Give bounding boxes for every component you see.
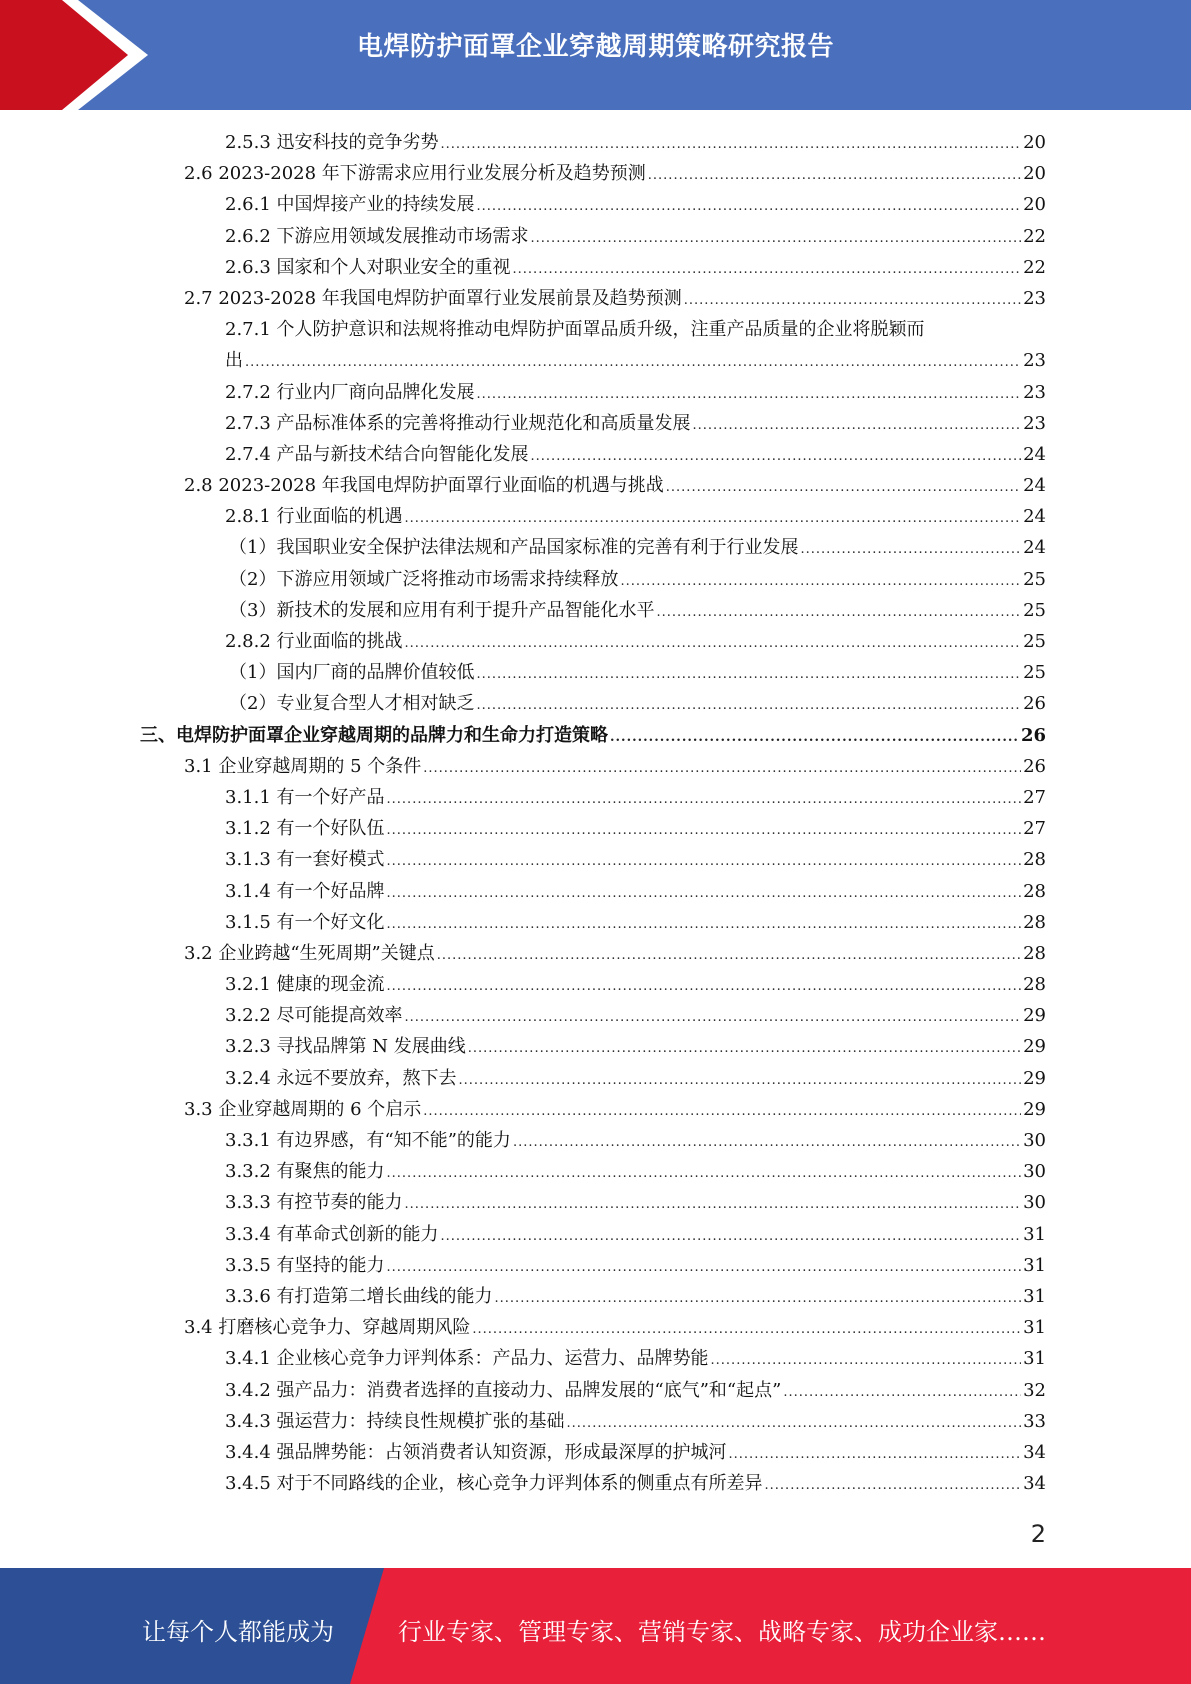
toc-entry-title: 2.7.3 产品标准体系的完善将推动行业规范化和高质量发展 — [225, 412, 691, 434]
toc-entry-title: 3.2.2 尽可能提高效率 — [225, 1005, 403, 1027]
toc-entry[interactable] — [0, 688, 1191, 719]
toc-dot-leader — [495, 1283, 1022, 1314]
toc-entry[interactable] — [0, 345, 1191, 376]
toc-dot-leader — [468, 1033, 1021, 1064]
toc-entry-title: （3）新技术的发展和应用有利于提升产品智能化水平 — [229, 599, 655, 621]
toc-entry-title: 2.7.1 个人防护意识和法规将推动电焊防护面罩品质升级，注重产品质量的企业将脱颖而 — [225, 319, 925, 341]
toc-entry-title: 3.3.5 有坚持的能力 — [225, 1254, 385, 1276]
toc-dot-leader — [783, 1377, 1021, 1408]
toc-dot-leader — [405, 1189, 1022, 1220]
toc-dot-leader — [245, 347, 1021, 378]
toc-entry[interactable] — [0, 1187, 1191, 1218]
toc-dot-leader — [648, 160, 1021, 191]
toc-entry-page: 31 — [1023, 1223, 1046, 1245]
toc-dot-leader — [729, 1439, 1022, 1470]
toc-entry[interactable] — [0, 969, 1191, 1000]
toc-entry-title: 3.4 打磨核心竞争力、穿越周期风险 — [184, 1317, 471, 1339]
toc-entry-page: 29 — [1023, 1036, 1046, 1058]
toc-entry[interactable] — [0, 158, 1191, 189]
toc-entry[interactable] — [0, 876, 1191, 907]
toc-entry[interactable] — [0, 408, 1191, 439]
toc-entry-page: 26 — [1020, 724, 1046, 746]
toc-entry-title: 3.3.1 有边界感，有“知不能”的能力 — [225, 1130, 511, 1151]
toc-entry[interactable] — [0, 782, 1191, 813]
toc-entry[interactable] — [0, 377, 1191, 408]
toc-entry-title: （1）国内厂商的品牌价值较低 — [229, 662, 475, 684]
toc-entry[interactable] — [0, 1250, 1191, 1281]
toc-entry-title: 3.1.3 有一套好模式 — [225, 849, 385, 871]
toc-entry-title: 3.2.4 永远不要放弃，熬下去 — [225, 1067, 457, 1089]
toc-entry-page: 20 — [1023, 132, 1046, 153]
toc-dot-leader — [684, 285, 1021, 316]
toc-dot-leader — [477, 379, 1022, 410]
toc-dot-leader — [387, 971, 1022, 1002]
toc-dot-leader — [567, 1408, 1022, 1439]
toc-entry-page: 30 — [1023, 1161, 1046, 1183]
toc-dot-leader — [441, 1221, 1022, 1252]
toc-dot-leader — [441, 129, 1022, 160]
toc-entry-page: 24 — [1023, 537, 1046, 559]
page-number: 2 — [1030, 1520, 1046, 1548]
toc-entry[interactable] — [0, 751, 1191, 782]
toc-entry[interactable] — [0, 813, 1191, 844]
toc-dot-leader — [423, 753, 1021, 784]
toc-dot-leader — [405, 503, 1022, 534]
toc-entry[interactable] — [0, 221, 1191, 252]
toc-entry-page: 28 — [1023, 880, 1046, 902]
toc-entry-page: 26 — [1023, 693, 1046, 715]
toc-entry-title: （2）专业复合型人才相对缺乏 — [229, 693, 475, 715]
toc-entry-page: 20 — [1023, 194, 1046, 216]
toc-entry-title: 2.6.2 下游应用领域发展推动市场需求 — [225, 225, 529, 247]
toc-entry[interactable] — [0, 501, 1191, 532]
toc-dot-leader — [387, 846, 1022, 877]
toc-entry-page: 22 — [1023, 256, 1046, 278]
toc-entry-title: 3.3 企业穿越周期的 6 个启示 — [184, 1098, 422, 1120]
toc-entry-page: 28 — [1023, 974, 1046, 996]
toc-dot-leader — [711, 1345, 1022, 1376]
toc-dot-leader — [513, 254, 1022, 285]
toc-entry-page: 25 — [1023, 662, 1046, 684]
toc-entry-page: 23 — [1023, 287, 1046, 309]
toc-dot-leader — [437, 940, 1021, 971]
toc-entry-title: 2.8.1 行业面临的机遇 — [225, 506, 403, 528]
toc-entry-title: 3.2 企业跨越“生死周期”关键点 — [184, 942, 435, 964]
toc-entry[interactable] — [0, 252, 1191, 283]
toc-entry-page: 34 — [1023, 1441, 1046, 1463]
toc-entry-title: 三、电焊防护面罩企业穿越周期的品牌力和生命力打造策略 — [140, 724, 608, 746]
toc-dot-leader — [387, 1252, 1022, 1283]
toc-entry[interactable] — [0, 564, 1191, 595]
toc-entry[interactable] — [0, 314, 1191, 345]
toc-entry[interactable] — [0, 595, 1191, 626]
toc-entry[interactable] — [0, 626, 1191, 657]
toc-dot-leader — [656, 597, 1021, 628]
toc-entry-page: 27 — [1023, 818, 1046, 840]
toc-dot-leader — [405, 1002, 1022, 1033]
toc-dot-leader — [387, 909, 1022, 940]
toc-entry[interactable] — [0, 1375, 1191, 1406]
toc-entry-title: 3.4.5 对于不同路线的企业，核心竞争力评判体系的侧重点有所差异 — [225, 1473, 763, 1495]
toc-entry-page: 30 — [1023, 1130, 1046, 1151]
toc-entry-title: 3.2.3 寻找品牌第 N 发展曲线 — [225, 1036, 466, 1058]
toc-entry-title: 3.3.3 有控节奏的能力 — [225, 1192, 403, 1214]
toc-entry[interactable] — [0, 439, 1191, 470]
toc-entry-page: 28 — [1023, 849, 1046, 871]
toc-entry-page: 31 — [1023, 1348, 1046, 1370]
header-banner — [0, 0, 1191, 110]
toc-entry-title: 2.7 2023-2028 年我国电焊防护面罩行业发展前景及趋势预测 — [184, 287, 682, 309]
toc-entry-page: 28 — [1023, 911, 1046, 933]
toc-dot-leader — [476, 659, 1021, 690]
toc-entry-page: 23 — [1023, 412, 1046, 434]
toc-entry-page: 31 — [1023, 1254, 1046, 1276]
toc-dot-leader — [800, 534, 1021, 565]
toc-dot-leader — [620, 566, 1021, 597]
toc-entry-title: 3.3.4 有革命式创新的能力 — [225, 1223, 439, 1245]
toc-entry-page: 22 — [1023, 225, 1046, 247]
toc-entry-title: 3.1.4 有一个好品牌 — [225, 880, 385, 902]
toc-entry-title: 3.2.1 健康的现金流 — [225, 974, 385, 996]
toc-entry[interactable] — [0, 189, 1191, 220]
toc-entry-title: （2）下游应用领域广泛将推动市场需求持续释放 — [229, 568, 619, 590]
toc-dot-leader — [531, 441, 1022, 472]
toc-dot-leader — [387, 784, 1022, 815]
toc-entry[interactable] — [0, 470, 1191, 501]
table-of-contents — [0, 127, 1191, 1499]
toc-entry[interactable] — [0, 1094, 1191, 1125]
toc-entry-title: 3.4.4 强品牌势能：占领消费者认知资源，形成最深厚的护城河 — [225, 1441, 727, 1463]
toc-entry-page: 27 — [1023, 786, 1046, 808]
toc-entry[interactable] — [0, 1468, 1191, 1499]
toc-entry-title: 3.3.2 有聚焦的能力 — [225, 1161, 385, 1183]
toc-entry-title: 3.4.2 强产品力：消费者选择的直接动力、品牌发展的“底气”和“起点” — [225, 1379, 782, 1401]
toc-entry[interactable] — [0, 1312, 1191, 1343]
toc-entry-page: 31 — [1023, 1285, 1046, 1307]
toc-entry-page: 23 — [1023, 350, 1046, 372]
toc-dot-leader — [423, 1096, 1021, 1127]
toc-entry-title: 2.5.3 迅安科技的竞争劣势 — [225, 132, 439, 153]
toc-entry[interactable] — [0, 938, 1191, 969]
toc-entry-page: 23 — [1023, 381, 1046, 403]
toc-entry[interactable] — [0, 1437, 1191, 1468]
toc-entry[interactable] — [0, 1343, 1191, 1374]
toc-entry-page: 30 — [1023, 1192, 1046, 1214]
toc-dot-leader — [531, 223, 1022, 254]
toc-entry-title: （1）我国职业安全保护法律法规和产品国家标准的完善有利于行业发展 — [229, 537, 799, 559]
toc-dot-leader — [610, 722, 1019, 753]
toc-dot-leader — [666, 472, 1021, 503]
toc-entry-page: 25 — [1023, 631, 1046, 652]
toc-entry[interactable] — [0, 657, 1191, 688]
toc-entry-title: 2.7.2 行业内厂商向品牌化发展 — [225, 381, 475, 403]
toc-entry-title: 2.6.3 国家和个人对职业安全的重视 — [225, 256, 511, 278]
toc-entry-page: 29 — [1023, 1067, 1046, 1089]
toc-entry-title: 2.8.2 行业面临的挑战 — [225, 631, 403, 652]
toc-entry[interactable] — [0, 1125, 1191, 1156]
toc-entry[interactable] — [0, 1031, 1191, 1062]
toc-entry-page: 25 — [1023, 599, 1046, 621]
toc-entry-page: 31 — [1023, 1317, 1046, 1339]
toc-entry-title: 3.4.3 强运营力：持续良性规模扩张的基础 — [225, 1410, 565, 1432]
toc-entry-title: 3.1.5 有一个好文化 — [225, 911, 385, 933]
toc-entry-page: 34 — [1023, 1473, 1046, 1495]
toc-entry-page: 20 — [1023, 163, 1046, 185]
toc-entry-title: 2.7.4 产品与新技术结合向智能化发展 — [225, 443, 529, 465]
toc-dot-leader — [387, 878, 1022, 909]
toc-entry-page: 24 — [1023, 506, 1046, 528]
toc-entry-page: 32 — [1023, 1379, 1046, 1401]
toc-entry[interactable] — [0, 283, 1191, 314]
toc-entry[interactable] — [0, 720, 1191, 751]
toc-dot-leader — [472, 1314, 1021, 1345]
toc-entry-title: 2.6 2023-2028 年下游需求应用行业发展分析及趋势预测 — [184, 163, 646, 185]
footer-slogan-right: 行业专家、管理专家、营销专家、战略专家、成功企业家…… — [398, 1618, 1046, 1646]
toc-entry[interactable] — [0, 1156, 1191, 1187]
toc-entry-title: 3.1 企业穿越周期的 5 个条件 — [184, 755, 422, 777]
toc-dot-leader — [476, 690, 1021, 721]
toc-dot-leader — [765, 1470, 1022, 1501]
toc-entry-title: 3.1.1 有一个好产品 — [225, 786, 385, 808]
toc-dot-leader — [459, 1065, 1022, 1096]
toc-entry-page: 26 — [1023, 755, 1046, 777]
toc-entry[interactable] — [0, 907, 1191, 938]
toc-entry-title: 出 — [225, 350, 243, 372]
toc-dot-leader — [387, 815, 1022, 846]
footer-banner — [0, 1568, 1191, 1684]
toc-dot-leader — [513, 1127, 1021, 1158]
toc-entry-page: 25 — [1023, 568, 1046, 590]
toc-entry-title: 3.1.2 有一个好队伍 — [225, 818, 385, 840]
document-title: 电焊防护面罩企业穿越周期策略研究报告 — [356, 32, 834, 62]
toc-entry-page: 24 — [1023, 475, 1046, 497]
toc-entry[interactable] — [0, 1219, 1191, 1250]
toc-entry-page: 29 — [1023, 1098, 1046, 1120]
toc-entry[interactable] — [0, 1000, 1191, 1031]
toc-entry-page: 33 — [1023, 1410, 1046, 1432]
toc-entry-title: 2.8 2023-2028 年我国电焊防护面罩行业面临的机遇与挑战 — [184, 475, 664, 497]
toc-entry-title: 3.4.1 企业核心竞争力评判体系：产品力、运营力、品牌势能 — [225, 1348, 709, 1370]
toc-dot-leader — [477, 191, 1022, 222]
toc-entry-page: 28 — [1023, 942, 1046, 964]
toc-entry-title: 2.6.1 中国焊接产业的持续发展 — [225, 194, 475, 216]
toc-dot-leader — [693, 410, 1022, 441]
toc-dot-leader — [405, 628, 1022, 659]
toc-entry[interactable] — [0, 1406, 1191, 1437]
toc-entry[interactable] — [0, 127, 1191, 158]
toc-entry[interactable] — [0, 532, 1191, 563]
toc-entry[interactable] — [0, 1281, 1191, 1312]
toc-entry-page: 29 — [1023, 1005, 1046, 1027]
toc-dot-leader — [387, 1158, 1022, 1189]
footer-slogan-left: 让每个人都能成为 — [142, 1618, 334, 1646]
toc-entry-page: 24 — [1023, 443, 1046, 465]
toc-entry[interactable] — [0, 1063, 1191, 1094]
toc-entry[interactable] — [0, 844, 1191, 875]
toc-entry-title: 3.3.6 有打造第二增长曲线的能力 — [225, 1285, 493, 1307]
